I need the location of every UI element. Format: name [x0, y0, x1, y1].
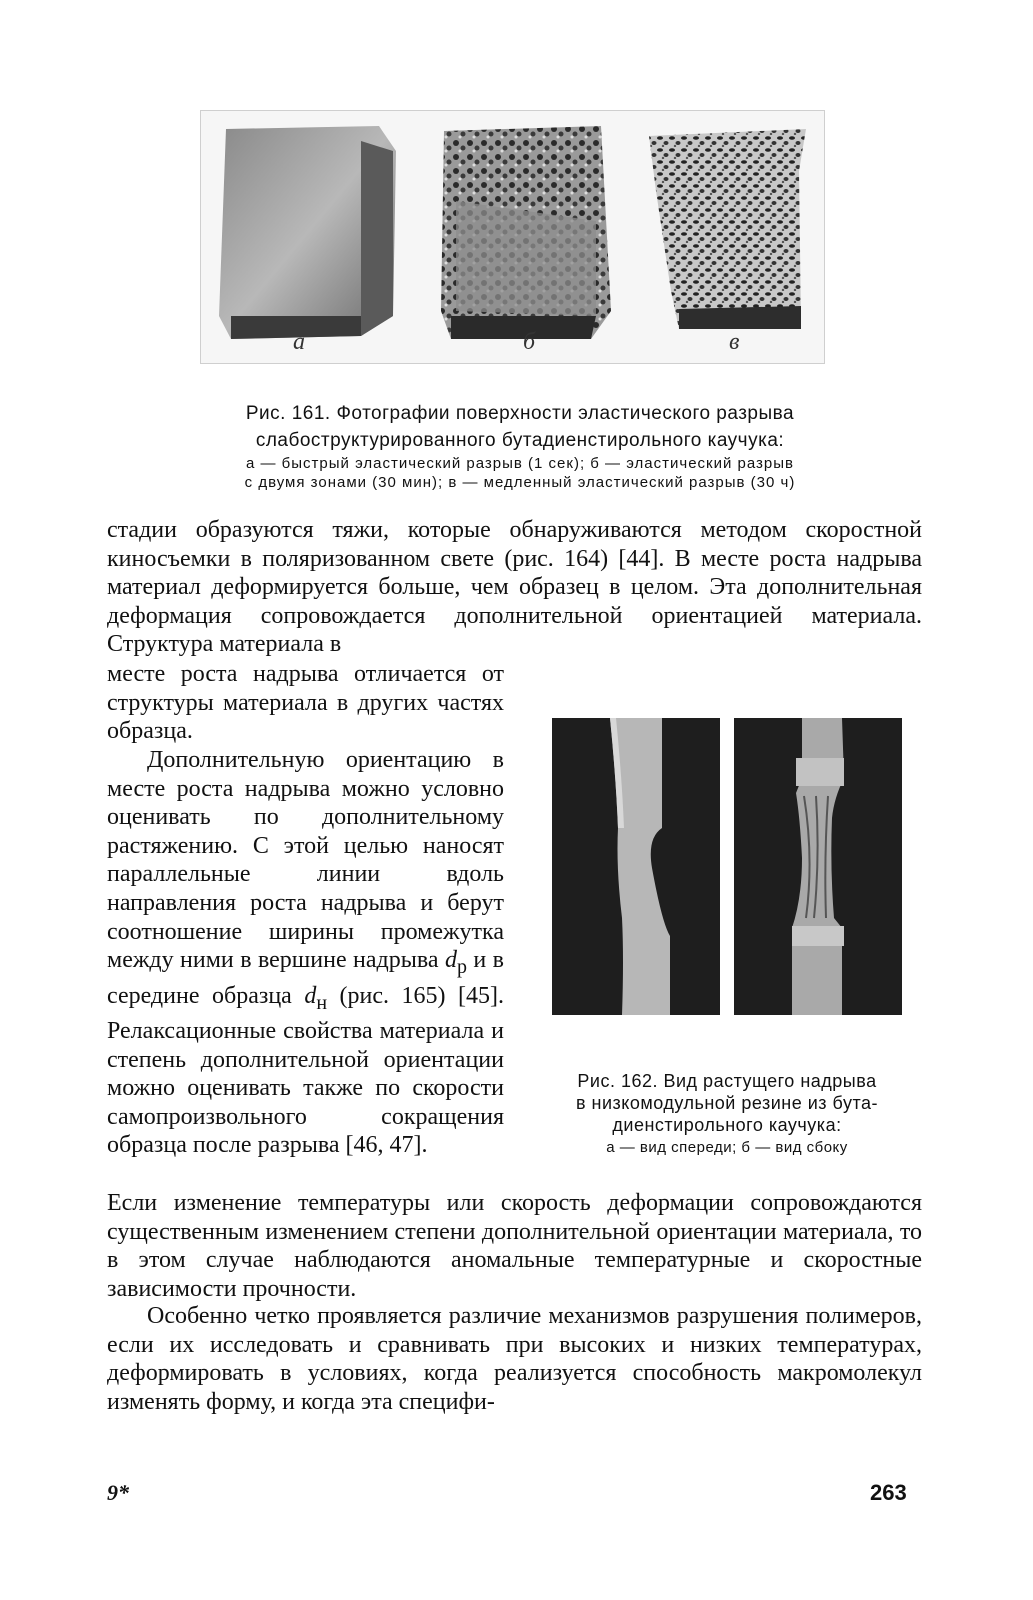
figure-161	[200, 110, 825, 364]
paragraph-2-part-a: Дополнительную ориентацию в месте роста надрыва можно условно оценивать по дополнительному растяжению. С этой целью наносят параллельные линии вдоль направления роста надрыва и берут соотношение ширины промежутка между ними в вершине надрыва	[107, 747, 504, 974]
figure-162-panel-side	[734, 718, 902, 1015]
panel-label-b: б	[523, 329, 536, 355]
legend-line: а — быстрый эластический разрыв (1 сек); б — эластический разрыв	[245, 455, 795, 472]
paragraph-2-continued: Если изменение температуры или скорость деформации сопровождаются существенным изменением степени дополнительной ориентации материала, то в этом случае наблюдаются аномальные температурные и скоростные зависимости прочности.	[107, 1190, 922, 1302]
figure-161-caption	[160, 400, 880, 492]
figure-161-photo	[201, 111, 824, 363]
figure-162	[552, 718, 902, 1015]
paragraph-1-continued: месте роста надрыва отличается от структуры материала в других частях образца.	[107, 661, 504, 745]
sample-a-photo	[219, 126, 396, 339]
paragraph-3: Особенно четко проявляется различие механизмов разрушения полимеров, если их исследовать и сравнивать при высоких и низких температурах, деформировать в условиях, когда реализуется способность макромолекул изменять форму, и когда эта специфи-	[107, 1303, 922, 1415]
caption-line: Рис. 162. Вид растущего надрыва	[577, 1071, 877, 1091]
legend-line: а — вид спереди; б — вид сбоку	[606, 1139, 848, 1156]
symbol-d: d	[444, 947, 457, 974]
panel-label-a: а	[293, 329, 305, 355]
paragraph-1: стадии образуются тяжи, которые обнаруживаются методом скоростной киносъемки в поляризованном свете (рис. 164) [44]. В месте роста надрыва материал деформируется больше, чем образец в целом. Эта дополнительная деформация сопровождается дополнительной ориентацией материала. Структура материала в	[107, 517, 922, 658]
figure-162-panel-front	[552, 718, 720, 1015]
figure-162-photo	[552, 718, 902, 1015]
sample-b-photo	[441, 126, 611, 339]
caption-line: слабоструктурированного бутадиенстирольного каучука:	[255, 430, 785, 451]
sample-c-photo	[649, 129, 806, 329]
page-number: 263	[870, 1480, 907, 1505]
caption-line: Рис. 161. Фотографии поверхности эластического разрыва	[245, 403, 795, 424]
paragraph-2-part-b: и в середине образца	[107, 947, 504, 1009]
legend-line: с двумя зонами (30 мин); в — медленный эластический разрыв (30 ч)	[244, 474, 796, 491]
panel-label-c: в	[729, 329, 740, 355]
paragraph-2	[107, 746, 504, 1160]
subscript-p: р	[456, 955, 467, 978]
caption-line: диенстирольного каучука:	[612, 1115, 842, 1135]
paragraph-2-part-c: (рис. 165) [45]. Релаксационные свойства материала и степень дополнительной ориентации можно оценивать также по скорости самопроизвольного сокращения образца после разрыва [46, 47].	[107, 982, 504, 1159]
caption-line: в низкомодульной резине из бута-	[575, 1093, 879, 1113]
subscript-n: н	[316, 991, 328, 1014]
signature-mark: 9*	[107, 1480, 129, 1505]
figure-162-caption	[540, 1070, 914, 1160]
symbol-d: d	[304, 982, 317, 1009]
